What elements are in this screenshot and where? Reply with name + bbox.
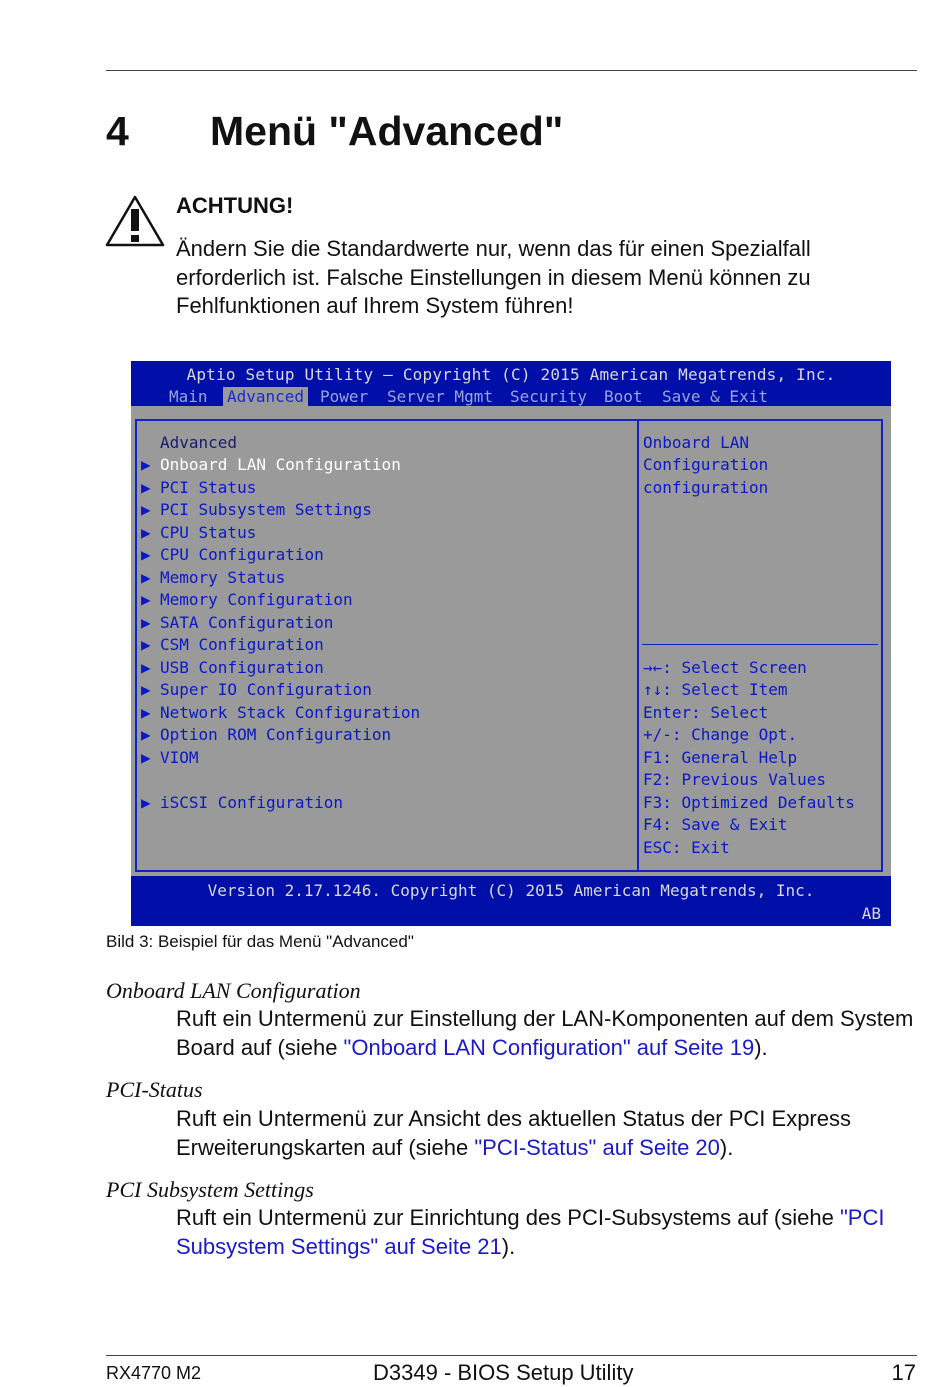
help-line: configuration: [643, 478, 769, 497]
tab-server-mgmt[interactable]: Server Mgmt: [387, 387, 493, 406]
key-help-f1: F1: General Help: [643, 748, 798, 767]
footer-page-number: 17: [891, 1360, 916, 1385]
bios-footer: Version 2.17.1246. Copyright (C) 2015 American Megatrends, Inc.: [207, 881, 815, 900]
top-rule: [106, 70, 917, 71]
warning-title: ACHTUNG!: [176, 193, 294, 218]
menu-header: Advanced: [160, 433, 238, 452]
tab-advanced[interactable]: Advanced: [223, 387, 308, 406]
key-help-esc: ESC: Exit: [643, 838, 730, 857]
tab-security[interactable]: Security: [510, 387, 588, 406]
menu-item-network-stack[interactable]: ▶ Network Stack Configuration: [141, 703, 421, 722]
submenu-arrow-icon: ▶: [141, 455, 151, 474]
submenu-arrow-icon: ▶: [141, 590, 151, 609]
tab-main[interactable]: Main: [169, 387, 208, 406]
menu-item-cpu-configuration[interactable]: ▶ CPU Configuration: [141, 545, 324, 564]
help-line: Configuration: [643, 455, 769, 474]
warning-text: Ändern Sie die Standardwerte nur, wenn das für einen Spezialfall erforderlich ist. Falsche Einstellungen in diesem Menü können zu Fehlfunktionen auf Ihrem System führen!: [176, 236, 811, 318]
warning-triangle-icon: [104, 194, 166, 248]
section-title-onboard-lan: Onboard LAN Configuration: [106, 978, 361, 1003]
menu-item-super-io[interactable]: ▶ Super IO Configuration: [141, 680, 372, 699]
key-help-select-item: ↑↓: Select Item: [643, 680, 788, 699]
tab-save-exit[interactable]: Save & Exit: [662, 387, 768, 406]
submenu-arrow-icon: ▶: [141, 748, 151, 767]
menu-item-viom[interactable]: ▶ VIOM: [141, 748, 199, 767]
menu-item-iscsi[interactable]: ▶ iSCSI Configuration: [141, 793, 344, 812]
bios-badge: AB: [861, 904, 881, 923]
key-help-f4: F4: Save & Exit: [643, 815, 788, 834]
help-line: Onboard LAN: [643, 433, 749, 452]
menu-item-option-rom[interactable]: ▶ Option ROM Configuration: [141, 725, 392, 744]
chapter-heading: [106, 108, 563, 155]
menu-item-memory-configuration[interactable]: ▶ Memory Configuration: [141, 590, 353, 609]
figure-caption: Bild 3: Beispiel für das Menü "Advanced": [106, 932, 414, 951]
tab-power[interactable]: Power: [320, 387, 369, 406]
menu-item-csm-configuration[interactable]: ▶ CSM Configuration: [141, 635, 324, 654]
menu-item-pci-subsystem[interactable]: ▶ PCI Subsystem Settings: [141, 500, 372, 519]
submenu-arrow-icon: ▶: [141, 500, 151, 519]
key-help-select-screen: →←: Select Screen: [643, 658, 807, 677]
submenu-arrow-icon: ▶: [141, 523, 151, 542]
link-pci-status[interactable]: "PCI-Status" auf Seite 20: [474, 1134, 720, 1160]
menu-item-sata-configuration[interactable]: ▶ SATA Configuration: [141, 613, 334, 632]
section-title-pci-subsystem: PCI Subsystem Settings: [106, 1177, 314, 1202]
menu-item-pci-status[interactable]: ▶ PCI Status: [141, 478, 257, 497]
key-help-change-opt: +/-: Change Opt.: [643, 725, 798, 744]
chapter-number: 4: [106, 108, 129, 154]
submenu-arrow-icon: ▶: [141, 725, 151, 744]
section-body-pci-status: Ruft ein Untermenü zur Ansicht des aktuellen Status der PCI Express Erweiterungskarten auf (siehe "PCI-Status" auf Seite 20).: [176, 1106, 851, 1160]
key-help-f3: F3: Optimized Defaults: [643, 793, 855, 812]
bios-screenshot: [131, 361, 891, 926]
submenu-arrow-icon: ▶: [141, 545, 151, 564]
bios-body: [131, 406, 891, 876]
key-help-enter: Enter: Select: [643, 703, 769, 722]
menu-item-usb-configuration[interactable]: ▶ USB Configuration: [141, 658, 324, 677]
section-body-pci-subsystem: Ruft ein Untermenü zur Einrichtung des PCI-Subsystems auf (siehe "PCI Subsystem Settings" auf Seite 21).: [176, 1205, 885, 1259]
submenu-arrow-icon: ▶: [141, 680, 151, 699]
bios-title: Aptio Setup Utility – Copyright (C) 2015 American Megatrends, Inc.: [186, 365, 836, 384]
section-title-pci-status: PCI-Status: [106, 1077, 203, 1102]
menu-item-cpu-status[interactable]: ▶ CPU Status: [141, 523, 257, 542]
footer-model: RX4770 M2: [106, 1363, 202, 1383]
submenu-arrow-icon: ▶: [141, 478, 151, 497]
submenu-arrow-icon: ▶: [141, 703, 151, 722]
menu-item-onboard-lan[interactable]: ▶ Onboard LAN Configuration: [141, 455, 401, 474]
menu-item-memory-status[interactable]: ▶ Memory Status: [141, 568, 286, 587]
chapter-title: Menü "Advanced": [210, 108, 564, 154]
help-separator: [642, 644, 878, 645]
submenu-arrow-icon: ▶: [141, 793, 151, 812]
footer-document-title: D3349 - BIOS Setup Utility: [373, 1360, 634, 1385]
section-body-onboard-lan: Ruft ein Untermenü zur Einstellung der LAN-Komponenten auf dem System Board auf (siehe "Onboard LAN Configuration" auf Seite 19).: [176, 1006, 914, 1060]
submenu-arrow-icon: ▶: [141, 658, 151, 677]
link-onboard-lan[interactable]: "Onboard LAN Configuration" auf Seite 19: [343, 1034, 755, 1060]
submenu-arrow-icon: ▶: [141, 635, 151, 654]
submenu-arrow-icon: ▶: [141, 613, 151, 632]
tab-boot[interactable]: Boot: [604, 387, 643, 406]
link-pci-subsystem[interactable]: "PCI Subsystem Settings" auf Seite 21: [176, 1205, 885, 1259]
key-help-f2: F2: Previous Values: [643, 770, 827, 789]
submenu-arrow-icon: ▶: [141, 568, 151, 587]
bottom-rule: [106, 1355, 917, 1356]
